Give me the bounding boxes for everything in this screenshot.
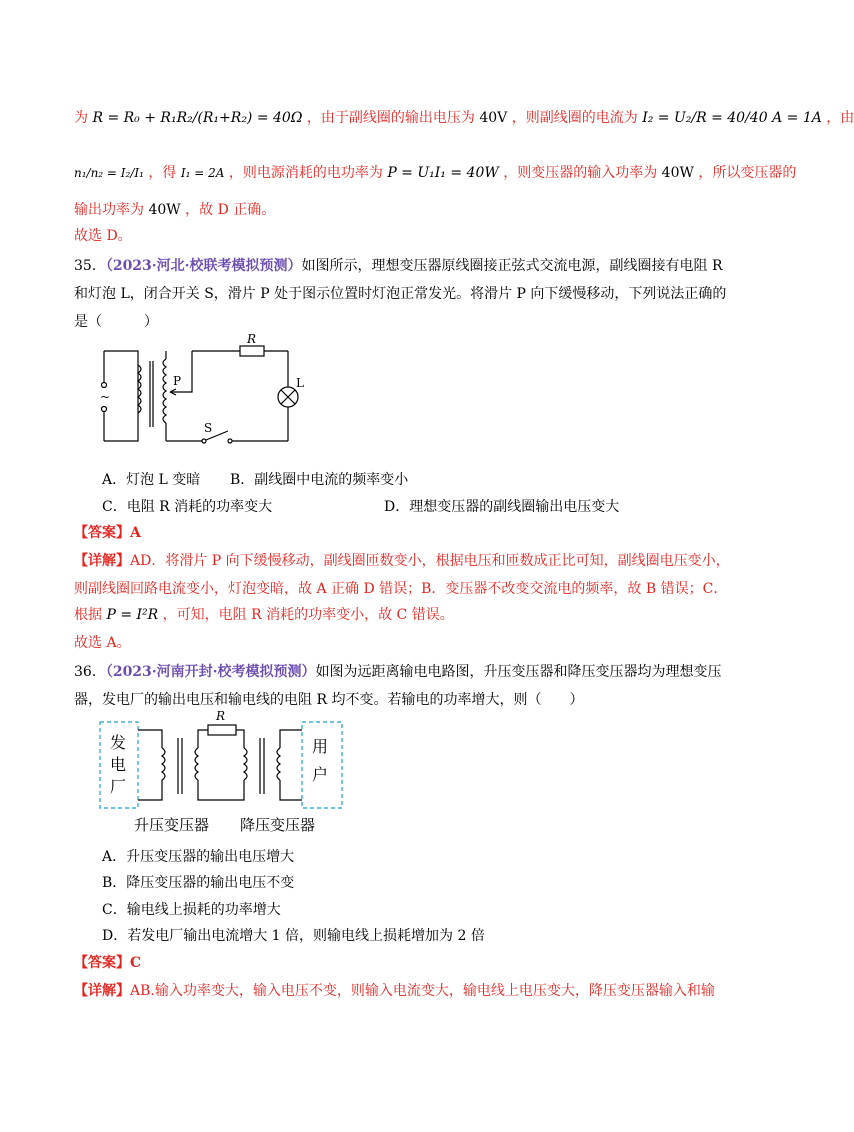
label-resistor-r: R bbox=[247, 332, 257, 346]
label-user: 户 bbox=[312, 765, 329, 784]
detail-text: AB.输入功率变大，输入电压不变，则输入电流变大，输电线上电压变大，降压变压器输入和输 bbox=[130, 983, 715, 999]
label-plant: 电 bbox=[110, 755, 127, 774]
text: 为 bbox=[74, 110, 88, 126]
equation-power-loss: P = I²R bbox=[106, 607, 159, 623]
question-number: 35． bbox=[74, 258, 106, 274]
question-source: （2023·河南开封·校考模拟预测） bbox=[105, 664, 316, 680]
text: ，则电源消耗的电功率为 bbox=[228, 165, 383, 181]
q35-stem-line-3: 是（ ） bbox=[74, 314, 158, 330]
q36-option-c: C．输电线上损耗的功率增大 bbox=[102, 902, 281, 918]
q36-detail-line-1 bbox=[74, 981, 740, 1001]
q35-option-a: A．灯泡 L 变暗 bbox=[102, 472, 201, 488]
answer-value: A bbox=[130, 525, 141, 541]
equation-i1: I₁ = 2A bbox=[180, 166, 225, 180]
text: ，由于副线圈的输出电压为 bbox=[306, 110, 475, 126]
text: ，可知，电阻 R 消耗的功率变小，故 C 错误。 bbox=[162, 607, 454, 623]
text: ，故 D 正确。 bbox=[185, 202, 276, 218]
answer-tag: 【答案】 bbox=[74, 955, 130, 971]
q36-option-a: A．升压变压器的输出电压增大 bbox=[102, 849, 295, 865]
prev-solution-line-3 bbox=[74, 200, 740, 220]
detail-tag: 【详解】 bbox=[74, 983, 130, 999]
q35-stem-line-1 bbox=[74, 256, 740, 276]
label-plant: 发 bbox=[110, 733, 127, 752]
text: ，得 bbox=[148, 165, 177, 181]
prev-solution-line-2 bbox=[74, 163, 797, 183]
q36-stem-line-2: 器，发电厂的输出电压和输电线的电阻 R 均不变。若输电的功率增大，则（ ） bbox=[74, 692, 584, 708]
text: 根据 bbox=[74, 607, 102, 623]
text: ，由 bbox=[826, 110, 854, 126]
q35-detail-line-1 bbox=[74, 551, 740, 571]
q36-transmission-figure bbox=[98, 708, 358, 838]
equation-ratio: n₁/n₂ = I₂/I₁ bbox=[74, 166, 144, 180]
q35-answer bbox=[74, 523, 740, 543]
text: ，则副线圈的电流为 bbox=[511, 110, 638, 126]
equation-current: I₂ = U₂/R = 40/40 A = 1A bbox=[642, 110, 822, 126]
q35-option-d: D．理想变压器的副线圈输出电压变大 bbox=[384, 499, 620, 515]
label-step-down-transformer: 降压变压器 bbox=[240, 816, 316, 834]
question-number: 36． bbox=[74, 664, 106, 680]
q35-choose: 故选 A。 bbox=[74, 635, 131, 651]
q36-option-b: B．降压变压器的输出电压不变 bbox=[102, 875, 295, 891]
detail-tag: 【详解】 bbox=[74, 553, 130, 569]
question-source: （2023·河北·校联考模拟预测） bbox=[105, 258, 302, 274]
q35-option-c: C．电阻 R 消耗的功率变大 bbox=[102, 499, 273, 515]
text: 输出功率为 bbox=[74, 202, 144, 218]
equation-power: P = U₁I₁ = 40W bbox=[387, 165, 499, 181]
label-switch-s: S bbox=[204, 421, 213, 435]
label-plant: 厂 bbox=[110, 777, 127, 796]
detail-text: AD．将滑片 P 向下缓慢移动，副线圈匝数变小，根据电压和匝数成正比可知，副线圈电压变小， bbox=[130, 553, 730, 569]
q35-detail-line-2: 则副线圈回路电流变小，灯泡变暗，故 A 正确 D 错误；B．变压器不改变交流电的频率，故 B 错误；C． bbox=[74, 581, 728, 597]
label-user: 用 bbox=[312, 737, 329, 756]
label-lamp-l: L bbox=[296, 376, 304, 390]
q35-option-b: B．副线圈中电流的频率变小 bbox=[230, 472, 409, 488]
label-line-resistance: R bbox=[216, 709, 226, 723]
prev-solution-line-1 bbox=[74, 108, 854, 128]
text: ，所以变压器的 bbox=[698, 165, 797, 181]
value-voltage: 40V bbox=[479, 110, 508, 126]
q36-stem-line-1 bbox=[74, 662, 740, 682]
label-slider-p: P bbox=[173, 374, 182, 388]
answer-value: C bbox=[130, 955, 142, 971]
q35-detail-line-3 bbox=[74, 605, 740, 625]
q35-circuit-figure bbox=[90, 332, 320, 455]
q35-stem-line-2: 和灯泡 L，闭合开关 S，滑片 P 处于图示位置时灯泡正常发光。将滑片 P 向下缓慢移动，下列说法正确的 bbox=[74, 286, 727, 302]
equation-resistance: R = R₀ + R₁R₂/(R₁+R₂) = 40Ω bbox=[92, 110, 303, 126]
text: ，则变压器的输入功率为 bbox=[503, 165, 658, 181]
q36-option-d: D．若发电厂输出电流增大 1 倍，则输电线上损耗增加为 2 倍 bbox=[102, 928, 485, 944]
q36-answer bbox=[74, 953, 740, 973]
value-power: 40W bbox=[148, 202, 181, 218]
ac-source-symbol: ~ bbox=[100, 390, 111, 404]
question-text: 如图所示，理想变压器原线圈接正弦式交流电源，副线圈接有电阻 R bbox=[301, 258, 723, 274]
prev-choose: 故选 D。 bbox=[74, 228, 132, 244]
label-step-up-transformer: 升压变压器 bbox=[134, 816, 210, 834]
question-text: 如图为远距离输电电路图，升压变压器和降压变压器均为理想变压 bbox=[315, 664, 722, 680]
value-power: 40W bbox=[661, 165, 694, 181]
answer-tag: 【答案】 bbox=[74, 525, 130, 541]
